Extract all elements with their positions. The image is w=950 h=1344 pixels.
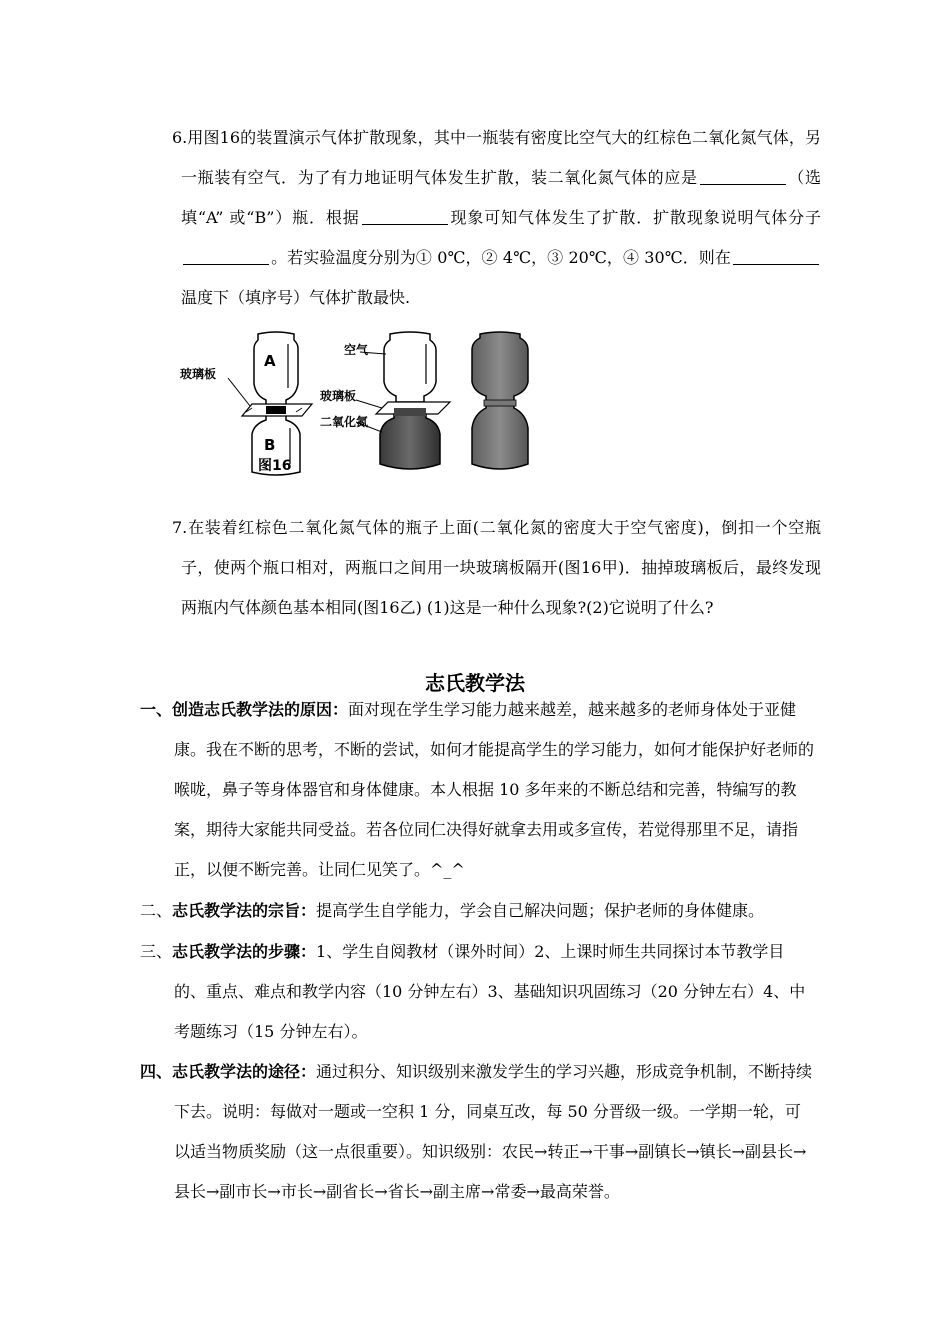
answer-blank-3[interactable]	[183, 248, 269, 265]
apparatus-mixed	[472, 332, 528, 469]
label-a: A	[264, 352, 276, 370]
s2-heading: 志氏教学法的宗旨：	[172, 901, 317, 920]
s1-text: 面对现在学生学习能力越来越差，越来越多的老师身体处于亚健康。我在不断的思考，不断的尝试，如何才能提高学生的学习能力，如何才能保护好老师的喉咙，鼻子等身体器官和身体健康。本人根据 10 多年来的不断总结和完善，特编写的教案，期待大家能共同受益。若各位同仁决得好就拿去用或多宣传，若觉得那里不足，请指正，以便不断完善。让同仁见笑了。^_^	[174, 700, 815, 879]
method-section-2	[140, 891, 815, 931]
label-b: B	[264, 436, 276, 454]
method-section-4	[140, 1052, 815, 1212]
label-glass-plate-mid: 玻璃板	[320, 389, 357, 403]
label-glass-plate-left: 玻璃板	[180, 367, 217, 381]
s4-heading: 志氏教学法的途径：	[172, 1062, 317, 1081]
s4-prefix: 四、	[140, 1062, 173, 1081]
question-7: 7.在装着红棕色二氧化氮气体的瓶子上面(二氧化氮的密度大于空气密度)，倒扣一个空瓶子，使两个瓶口相对，两瓶口之间用一块玻璃板隔开(图16甲)．抽掉玻璃板后，最终发现两瓶内气体颜色基本相同(图16乙) (1)这是一种什么现象?(2)它说明了什么?	[172, 518, 821, 617]
answer-blank-1[interactable]	[700, 168, 786, 185]
question-6: 6.用图16的装置演示气体扩散现象，其中一瓶装有密度比空气大的红棕色二氧化氮气体，另一瓶装有空气．为了有力地证明气体发生扩散，装二氧化氮气体的应是 （选填“A” 或“B”）瓶．根据 现象可知气体发生了扩散．扩散现象说明气体分子。若实验温度分别为① 0℃，② 4℃，③ 20℃，④ 30℃．则在温度下（填序号）气体扩散最快.	[172, 128, 821, 307]
method-section-1	[140, 690, 815, 890]
s3-text: 1、学生自阅教材（课外时间）2、上课时师生共同探讨本节教学目的、重点、难点和教学内容（10 分钟左右）3、基础知识巩固练习（20 分钟左右）4、中考题练习（15 分钟左右）。	[174, 942, 806, 1041]
s3-heading: 志氏教学法的步骤：	[172, 942, 317, 961]
diffusion-apparatus-illustration	[180, 330, 540, 480]
label-no2: 二氧化氮	[320, 415, 369, 429]
section-title: 志氏教学法	[425, 671, 525, 695]
s3-prefix: 三、	[140, 942, 173, 961]
s4-text: 通过积分、知识级别来激发学生的学习兴趣，形成竞争机制，不断持续下去。说明：每做对一题或一空积 1 分，同桌互改，每 50 分晋级一级。一学期一轮，可以适当物质奖励（这一点很重要）。知识级别：农民→转正→干事→副镇长→镇长→副县长→县长→副市长→市长→副省长→省长→副主席→常委→最高荣誉。	[174, 1062, 813, 1201]
s1-heading: 一、创造志氏教学法的原因：	[140, 700, 349, 719]
label-air: 空气	[344, 343, 369, 357]
figure-caption: 图16	[258, 458, 292, 474]
s2-prefix: 二、	[140, 901, 173, 920]
answer-blank-2[interactable]	[362, 208, 448, 225]
s2-text: 提高学生自学能力，学会自己解决问题；保护老师的身体健康。	[316, 901, 765, 920]
apparatus-air-no2	[356, 332, 450, 469]
method-section-3	[140, 932, 815, 1052]
figure-16	[180, 330, 540, 480]
answer-blank-4[interactable]	[733, 248, 819, 265]
